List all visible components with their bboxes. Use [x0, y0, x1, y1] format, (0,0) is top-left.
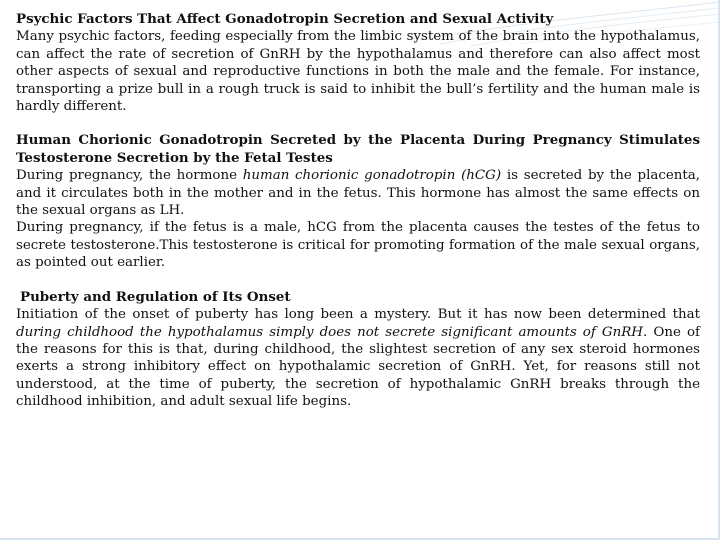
section-heading: Human Chorionic Gonadotropin Secreted by the Placenta During Pregnancy Stimulates Testosterone Secretion by the Fetal Testes — [16, 132, 700, 166]
section-puberty — [16, 289, 700, 411]
paragraph-text: Initiation of the onset of puberty has long been a mystery. But it has now been determined that — [16, 307, 700, 323]
section-heading: Puberty and Regulation of Its Onset — [20, 288, 291, 305]
paragraph-emphasis: during childhood the hypothalamus simply does not secrete significant amounts of GnRH — [16, 324, 643, 340]
paragraph-text: During pregnancy, if the fetus is a male, hCG from the placenta causes the testes of the fetus to secrete testosterone.This testosterone is critical for promoting formation of the male sexual organs, as pointed out earlier. — [16, 220, 700, 271]
paragraph-text: is secreted by the placenta, and it circulates both in the mother and in the fetus. This hormone has almost the same effects on the sexual organs as LH. — [16, 168, 701, 219]
paragraph-text: Many psychic factors, feeding especially from the limbic system of the brain into the hypothalamus, can affect the rate of secretion of GnRH by the hypothalamus and therefore can also affect most other aspects of sexual and reproductive functions in both the male and the female. For instance, transporting a prize bull in a rough truck is said to inhibit the bull’s fertility and the human male is hardly different. — [16, 29, 700, 115]
paragraph-text: During pregnancy, the hormone — [16, 168, 243, 184]
slide-text-body — [16, 11, 700, 411]
section-paragraph — [16, 219, 700, 271]
section-heading: Psychic Factors That Affect Gonadotropin Secretion and Sexual Activity — [16, 11, 554, 27]
section-hcg — [16, 132, 700, 271]
paragraph-text: . One of the reasons for this is that, during childhood, the slightest secretion of any sex steroid hormones exerts a strong inhibitory effect on hypothalamic secretion of GnRH. Yet, for reasons still not understood, at the time of puberty, the secretion of hypothalamic GnRH breaks through the childhood inhibition, and adult sexual life begins. — [16, 324, 700, 410]
paragraph-emphasis: human chorionic gonadotropin (hCG) — [242, 168, 502, 184]
section-paragraph — [16, 28, 700, 115]
section-paragraph — [16, 167, 700, 219]
section-paragraph — [16, 306, 700, 410]
section-psychic-factors — [16, 11, 700, 115]
